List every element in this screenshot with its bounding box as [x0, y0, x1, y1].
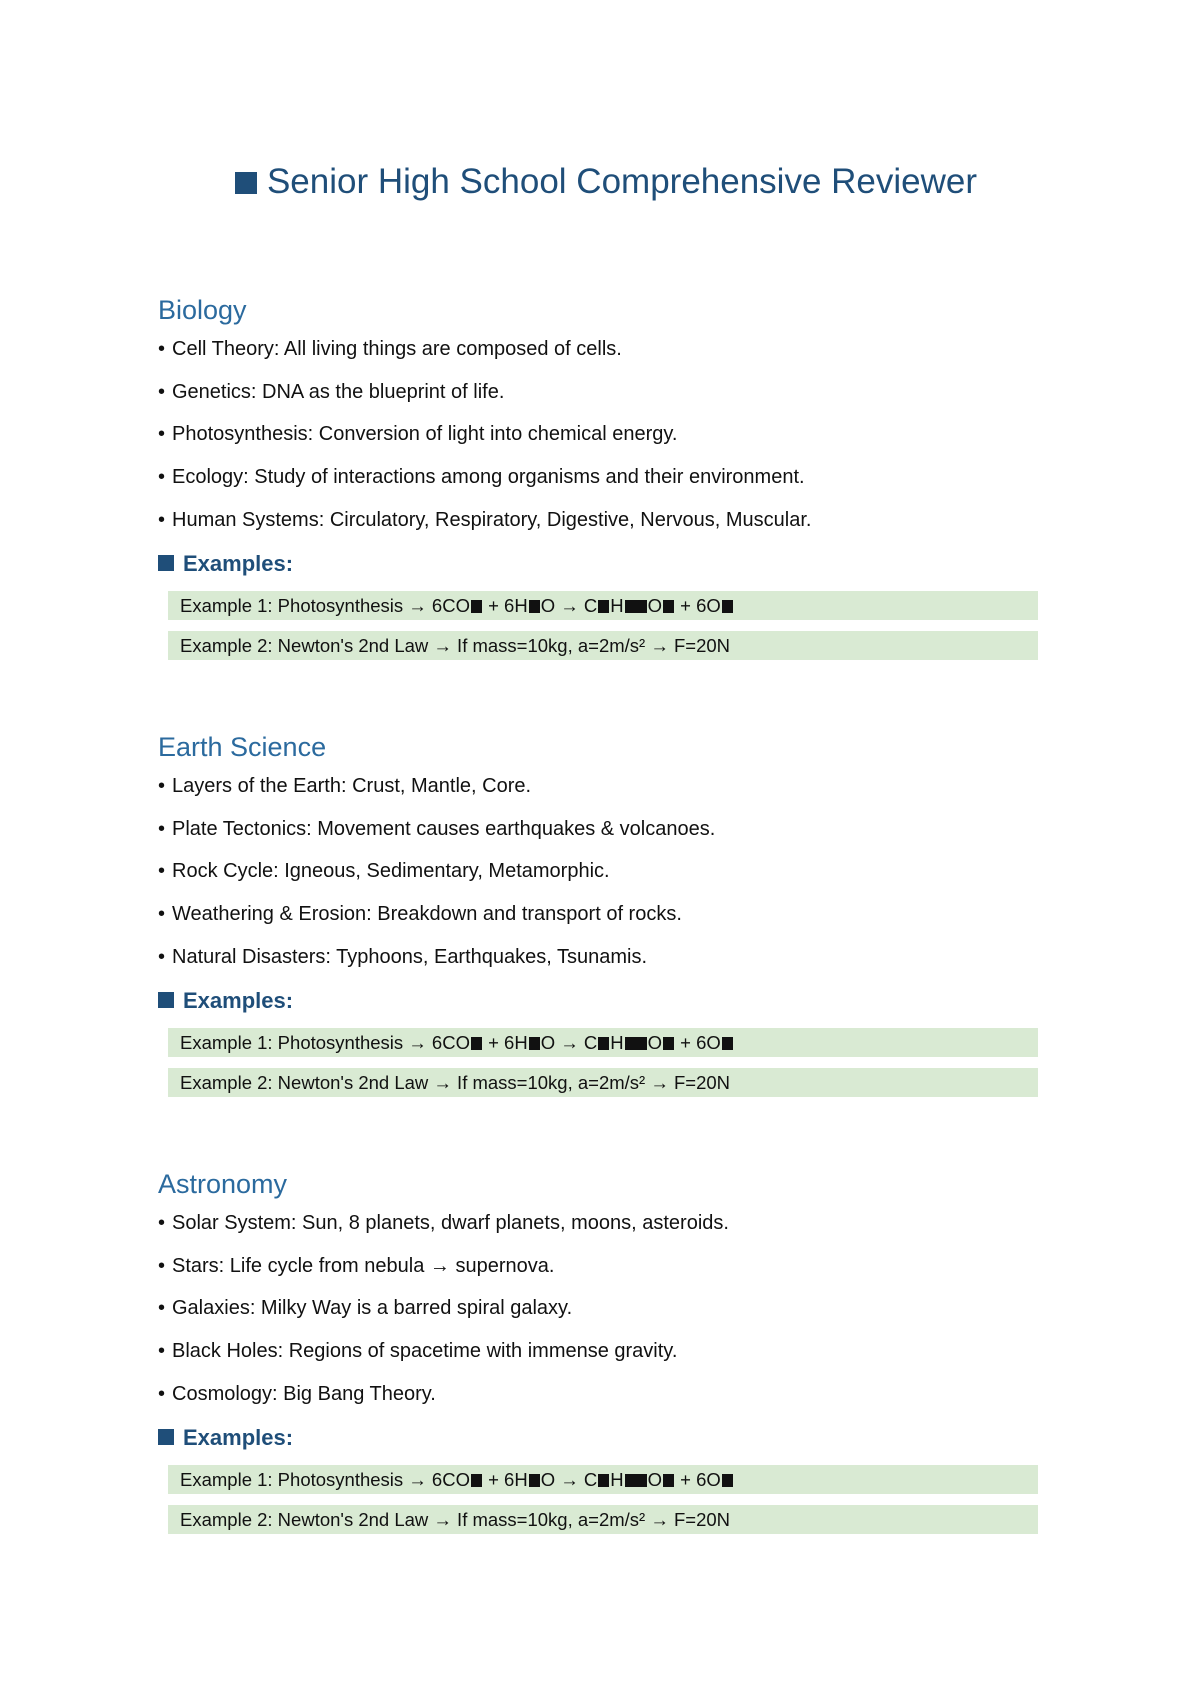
list-item: • Human Systems: Circulatory, Respiratory, Digestive, Nervous, Muscular.: [158, 508, 812, 531]
example-box: Example 1: Photosynthesis → 6CO + 6H O → C H O + 6O: [168, 1465, 1038, 1494]
bullet-dot-icon: •: [158, 466, 166, 489]
bullet-dot-icon: •: [158, 508, 166, 531]
list-item: • Black Holes: Regions of spacetime with immense gravity.: [158, 1340, 678, 1363]
list-item: • Rock Cycle: Igneous, Sedimentary, Metamorphic.: [158, 860, 610, 883]
bullet-dot-icon: •: [158, 1212, 166, 1234]
section-astronomy: [158, 1166, 1038, 1534]
example-box: Example 1: Photosynthesis → 6CO + 6H O → C H O + 6O: [168, 591, 1038, 620]
missing-glyph-icon: [722, 1474, 733, 1487]
bullet-dot-icon: •: [158, 817, 166, 840]
bullet-dot-icon: •: [158, 1340, 166, 1363]
section-heading: Earth Science: [158, 732, 327, 762]
missing-glyph-icon: [625, 1474, 647, 1487]
missing-glyph-icon: [529, 1037, 540, 1050]
missing-glyph-icon: [471, 600, 482, 613]
list-item: • Photosynthesis: Conversion of light into chemical energy.: [158, 423, 678, 446]
missing-glyph-icon: [529, 600, 540, 613]
example-box: Example 2: Newton's 2nd Law → If mass=10kg, a=2m/s² → F=20N: [168, 1505, 1038, 1534]
square-bullet-icon: [235, 172, 257, 194]
bullet-dot-icon: •: [158, 423, 166, 446]
bullet-dot-icon: •: [158, 945, 166, 968]
bullet-list: [158, 336, 1038, 533]
section-heading: Biology: [158, 295, 247, 325]
missing-glyph-icon: [663, 1474, 674, 1487]
missing-glyph-icon: [722, 600, 733, 613]
list-item: • Layers of the Earth: Crust, Mantle, Core.: [158, 775, 532, 797]
bullet-dot-icon: •: [158, 1382, 166, 1405]
list-item: • Weathering & Erosion: Breakdown and transport of rocks.: [158, 903, 682, 926]
bullet-dot-icon: •: [158, 860, 166, 883]
missing-glyph-icon: [598, 1037, 609, 1050]
list-item: • Cell Theory: All living things are composed of cells.: [158, 338, 622, 360]
page-title: [0, 158, 1200, 206]
examples-heading: Examples:: [158, 549, 1038, 579]
bullet-dot-icon: •: [158, 1297, 166, 1320]
page-title-text: Senior High School Comprehensive Reviewer: [266, 162, 978, 201]
missing-glyph-icon: [663, 1037, 674, 1050]
list-item: • Stars: Life cycle from nebula → supernova.: [158, 1254, 555, 1277]
missing-glyph-icon: [598, 600, 609, 613]
list-item: • Galaxies: Milky Way is a barred spiral galaxy.: [158, 1297, 573, 1320]
example-box: Example 2: Newton's 2nd Law → If mass=10kg, a=2m/s² → F=20N: [168, 631, 1038, 660]
square-bullet-icon: [158, 1429, 174, 1445]
missing-glyph-icon: [598, 1474, 609, 1487]
bullet-list: [158, 773, 1038, 970]
list-item: • Genetics: DNA as the blueprint of life.: [158, 380, 505, 403]
missing-glyph-icon: [663, 600, 674, 613]
examples-heading: Examples:: [158, 986, 1038, 1016]
bullet-dot-icon: •: [158, 338, 166, 360]
list-item: • Natural Disasters: Typhoons, Earthquakes, Tsunamis.: [158, 945, 648, 968]
list-item: • Cosmology: Big Bang Theory.: [158, 1382, 436, 1405]
missing-glyph-icon: [722, 1037, 733, 1050]
square-bullet-icon: [158, 992, 174, 1008]
examples-heading: Examples:: [158, 1423, 1038, 1453]
missing-glyph-icon: [471, 1474, 482, 1487]
example-box: Example 1: Photosynthesis → 6CO + 6H O → C H O + 6O: [168, 1028, 1038, 1057]
section-earth-science: [158, 729, 1038, 1097]
section-biology: [158, 292, 1038, 660]
bullet-list: [158, 1210, 1038, 1407]
bullet-dot-icon: •: [158, 1254, 166, 1277]
bullet-dot-icon: •: [158, 903, 166, 926]
bullet-dot-icon: •: [158, 380, 166, 403]
missing-glyph-icon: [625, 600, 647, 613]
list-item: • Ecology: Study of interactions among organisms and their environment.: [158, 466, 805, 489]
missing-glyph-icon: [625, 1037, 647, 1050]
square-bullet-icon: [158, 555, 174, 571]
missing-glyph-icon: [529, 1474, 540, 1487]
missing-glyph-icon: [471, 1037, 482, 1050]
example-box: Example 2: Newton's 2nd Law → If mass=10kg, a=2m/s² → F=20N: [168, 1068, 1038, 1097]
bullet-dot-icon: •: [158, 775, 166, 797]
list-item: • Plate Tectonics: Movement causes earthquakes & volcanoes.: [158, 817, 716, 840]
section-heading: Astronomy: [158, 1169, 288, 1199]
list-item: • Solar System: Sun, 8 planets, dwarf planets, moons, asteroids.: [158, 1212, 729, 1234]
